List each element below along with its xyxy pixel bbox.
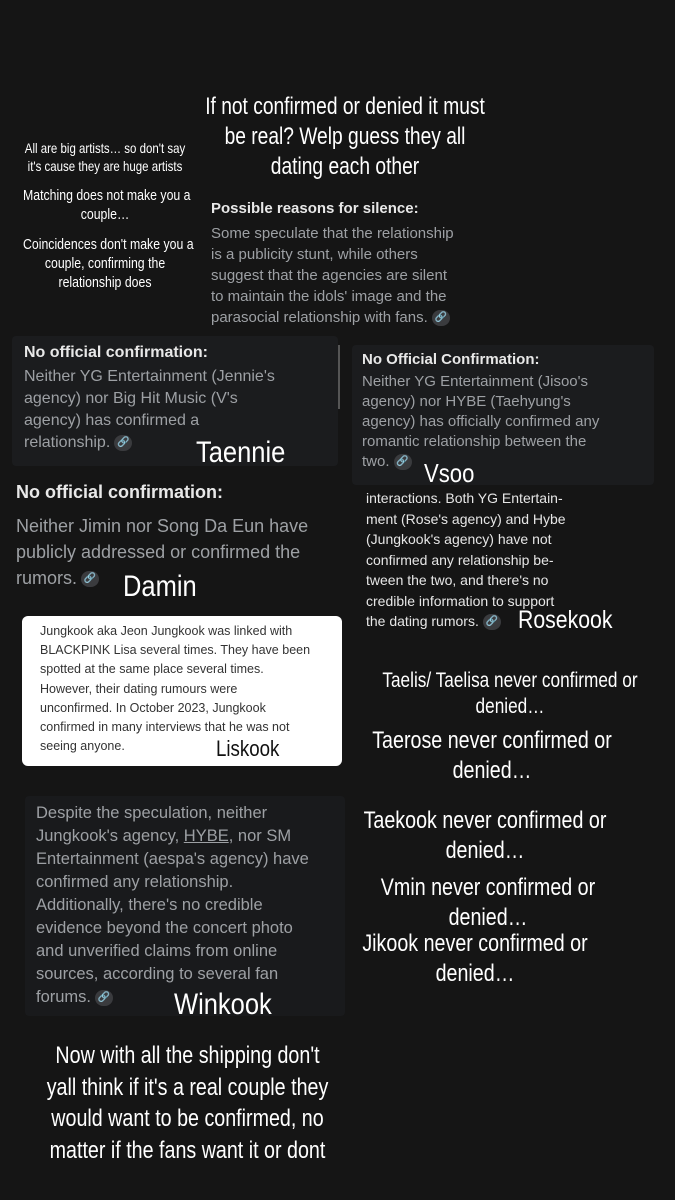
winkook-line: Jungkook's agency, [36, 827, 184, 845]
silence-line: parasocial relationship with fans. [211, 309, 428, 326]
note-coincidences [5, 236, 205, 292]
headline-line: If not confirmed or denied it must [205, 93, 485, 120]
winkook-line: sources, according to several fan [36, 965, 279, 983]
silence-line: suggest that the agencies are silent [211, 267, 447, 284]
note-line: Vmin never confirmed or [380, 874, 596, 901]
liskook-line: unconfirmed. In October 2023, Jungkook [40, 700, 266, 715]
liskook-line: seeing anyone. [40, 739, 125, 754]
liskook-line: Jungkook aka Jeon Jungkook was linked with [40, 624, 293, 638]
winkook-line: forums. [36, 988, 92, 1006]
link-icon[interactable]: 🔗 [81, 571, 99, 587]
note-matching [5, 187, 205, 225]
vsoo-line: Neither YG Entertainment (Jisoo's [362, 373, 589, 390]
note-line: couple… [80, 205, 130, 223]
headline-line: be real? Welp guess they all [224, 123, 466, 150]
note-line: Jikook never confirmed or [362, 930, 588, 957]
footer-line: Now with all the shipping don't [55, 1042, 320, 1069]
note-line: denied… [435, 960, 515, 987]
silence-line: Some speculate that the relationship [211, 225, 454, 242]
vsoo-line: two. [362, 453, 390, 470]
footer-message [0, 1040, 375, 1166]
taennie-line: relationship. [24, 434, 111, 451]
liskook-tag: Liskook [216, 736, 280, 761]
note-line: couple, confirming the [44, 254, 166, 272]
rosekook-line: (Jungkook's agency) have not [366, 531, 552, 547]
taennie-divider [338, 345, 340, 409]
taennie-heading: No official confirmation: [24, 344, 208, 361]
liskook-line: BLACKPINK Lisa several times. They have been [40, 643, 311, 658]
note-line: denied… [475, 695, 545, 719]
note-vmin [328, 873, 648, 933]
winkook-line: evidence beyond the concert photo [36, 919, 293, 937]
note-line: it's cause they are huge artists [27, 157, 183, 174]
silence-card [200, 200, 500, 328]
damin-line: publicly addressed or confirmed the [16, 542, 301, 562]
damin-line: Neither Jimin nor Song Da Eun have [16, 516, 309, 536]
headline-line: dating each other [270, 153, 420, 180]
winkook-line: Despite the speculation, neither [36, 804, 268, 822]
silence-heading: Possible reasons for silence: [211, 200, 419, 217]
link-icon[interactable]: 🔗 [432, 310, 450, 326]
note-line: Taelis/ Taelisa never confirmed or [382, 669, 638, 692]
rosekook-line: credible information to support [366, 592, 555, 609]
damin-heading: No official confirmation: [16, 482, 223, 502]
taennie-tag: Taennie [196, 436, 286, 469]
rosekook-line: the dating rumors. [366, 613, 479, 629]
link-icon[interactable]: 🔗 [483, 614, 501, 630]
note-line: Taerose never confirmed or [372, 727, 612, 754]
vsoo-line: romantic relationship between the [362, 433, 587, 450]
liskook-line: confirmed in many interviews that he was not [40, 720, 290, 735]
taennie-line: agency) nor Big Hit Music (V's [24, 390, 238, 407]
note-line: denied… [445, 837, 525, 864]
note-line: denied… [448, 904, 528, 931]
winkook-line: Additionally, there's no credible [36, 896, 263, 914]
taennie-card [12, 336, 338, 466]
link-icon[interactable]: 🔗 [95, 990, 113, 1006]
rosekook-line: confirmed any relationship be- [366, 551, 554, 568]
footer-line: yall think if it's a real couple they [46, 1073, 329, 1101]
taennie-line: agency) has confirmed a [24, 412, 200, 429]
rosekook-line: interactions. Both YG Entertain- [366, 490, 563, 506]
liskook-line: However, their dating rumours were [40, 681, 238, 696]
footer-line: would want to be confirmed, no [51, 1105, 324, 1132]
vsoo-tag: Vsoo [424, 458, 475, 488]
winkook-line: , nor SM [228, 827, 292, 845]
note-line: Matching does not make you a [23, 187, 191, 204]
note-line: All are big artists… so don't say [24, 140, 186, 156]
link-icon[interactable]: 🔗 [394, 454, 412, 470]
liskook-card [22, 616, 342, 766]
winkook-line: and unverified claims from online [36, 942, 278, 960]
silence-line: is a publicity stunt, while others [211, 246, 418, 263]
note-line: Taekook never confirmed or [363, 807, 607, 834]
note-taerose [332, 726, 652, 786]
rosekook-line: tween the two, and there's no [366, 572, 549, 588]
winkook-line: confirmed any relationship. [36, 873, 234, 891]
winkook-card [25, 796, 345, 1016]
hybe-link[interactable]: HYBE [183, 827, 229, 845]
note-line: denied… [452, 757, 532, 784]
headline [170, 92, 520, 182]
damin-tag: Damin [123, 570, 197, 603]
note-taekook [325, 806, 645, 866]
vsoo-line: agency) has officially confirmed any [362, 413, 600, 430]
rosekook-line: ment (Rose's agency) and Hybe [366, 510, 566, 527]
note-taelis [350, 668, 670, 721]
footer-line: matter if the fans want it or dont [49, 1136, 326, 1164]
note-line: Coincidences don't make you a [23, 236, 194, 253]
vsoo-line: agency) nor HYBE (Taehyung's [362, 393, 571, 410]
damin-line: rumors. [16, 568, 78, 588]
vsoo-heading: No Official Confirmation: [362, 351, 540, 368]
winkook-line: Entertainment (aespa's agency) have [36, 850, 309, 868]
vsoo-card [352, 345, 654, 485]
note-line: relationship does [58, 273, 152, 291]
liskook-line: spotted at the same place several times. [40, 662, 264, 677]
link-icon[interactable]: 🔗 [114, 435, 132, 451]
rosekook-tag: Rosekook [518, 606, 613, 634]
note-jikook [315, 929, 635, 989]
winkook-tag: Winkook [174, 988, 272, 1021]
note-big-artists [5, 140, 205, 175]
silence-line: to maintain the idols' image and the [211, 288, 447, 305]
taennie-line: Neither YG Entertainment (Jennie's [24, 368, 275, 385]
